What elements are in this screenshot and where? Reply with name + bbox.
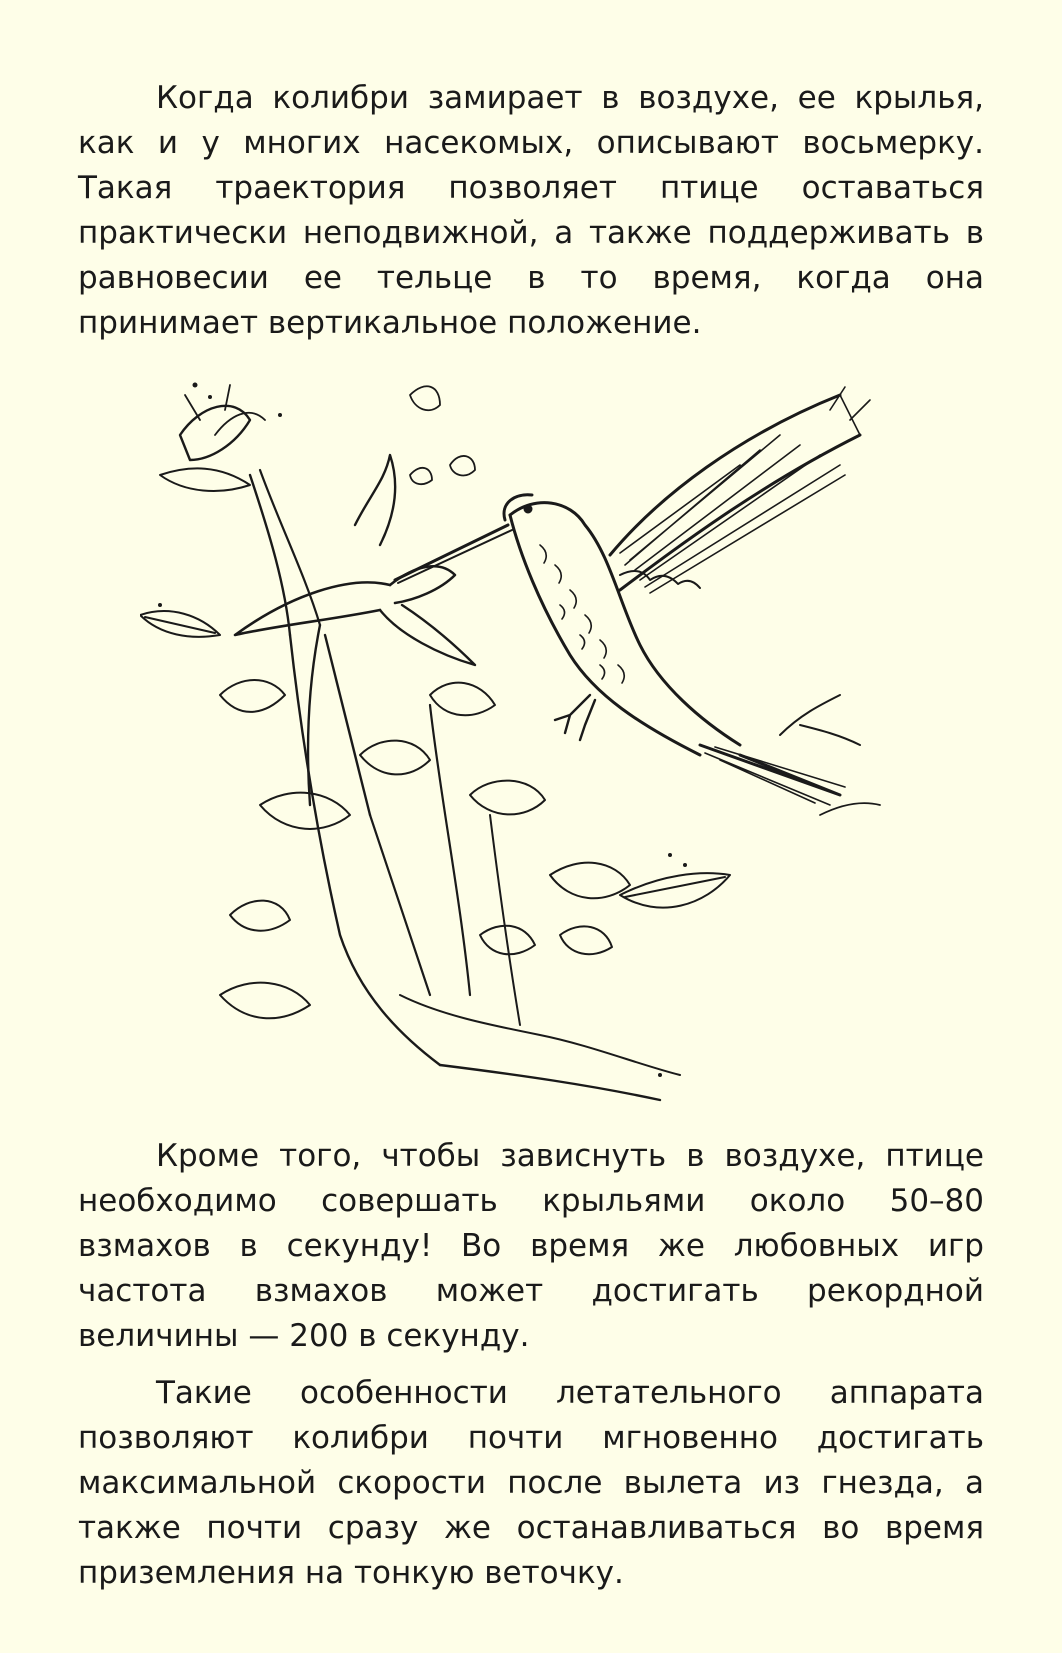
bottom-text-block: [78, 1134, 984, 1596]
hummingbird-illustration: [140, 375, 920, 1115]
paragraph-3: Такие особенности летательного аппарата позволяют колибри почти мгновенно достигать максимальной скорости после вылета из гнезда, а также почти сразу же останавливаться во время приземления на тонкую веточку.: [78, 1375, 984, 1591]
hummingbird-drawing: [140, 375, 920, 1115]
top-text-block: [78, 76, 984, 346]
paragraph-1: Когда колибри замирает в воздухе, ее крылья, как и у многих насекомых, описывают восьмерку. Такая траектория позволяет птице оставаться практически неподвижной, а также поддерживать в равновесии ее тельце в то время, когда она принимает вертикальное положение.: [78, 80, 984, 341]
paragraph-2: Кроме того, чтобы зависнуть в воздухе, птице необходимо совершать крыльями около 50–80 взмахов в секунду! Во время же любовных игр частота взмахов может достигать рекордной величины — 200 в секунду.: [78, 1138, 984, 1354]
